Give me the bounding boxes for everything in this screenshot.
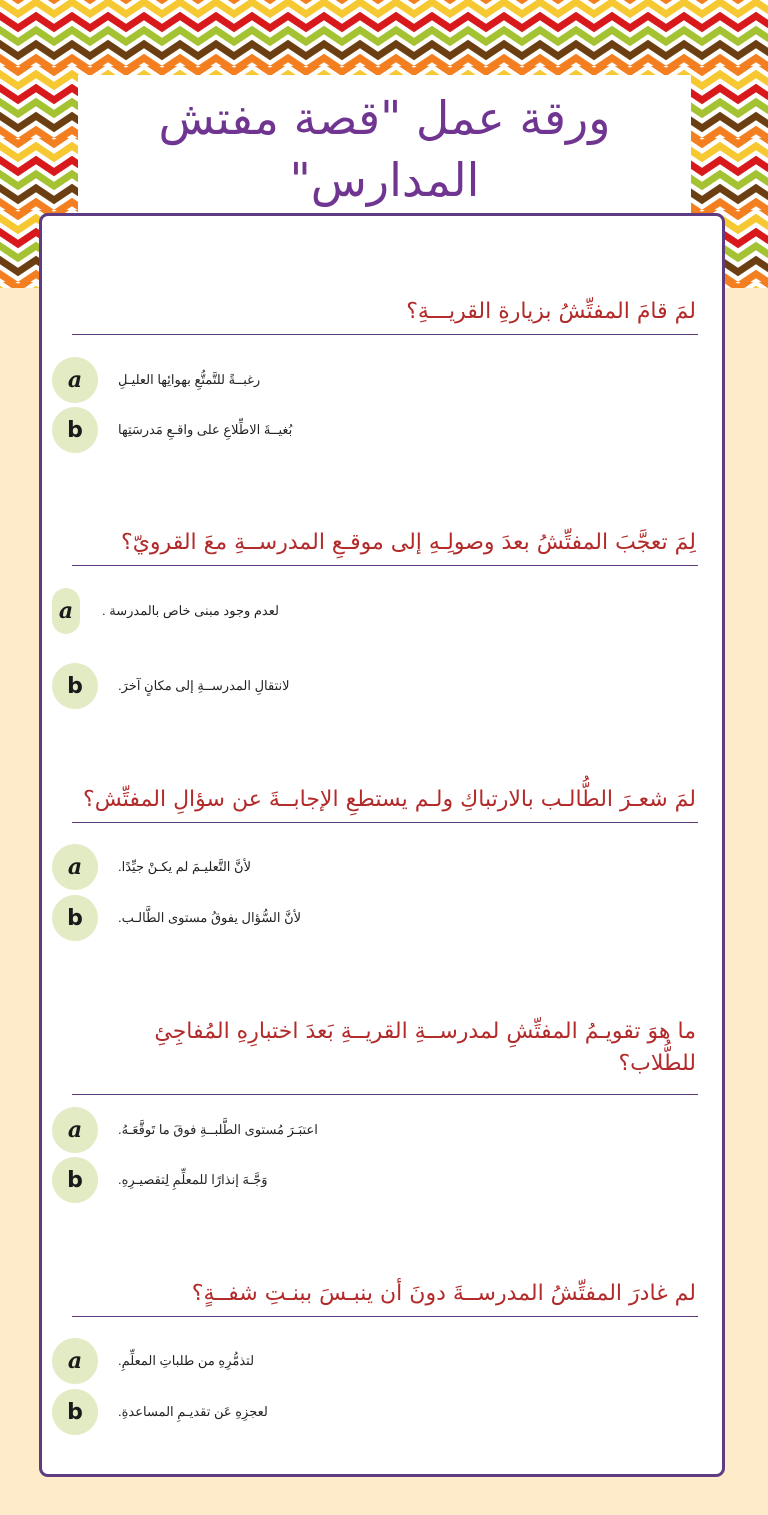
option-5a[interactable] [52,1338,254,1384]
option-text: بُغيــةَ الاطِّلاعِ على واقـعِ مَدرسَتِها [118,422,293,437]
option-1a[interactable] [52,357,260,403]
question-text: لمَ شعـرَ الطُّالـب بالارتباكِ ولـم يستطعِ الإجابــةَ عن سؤالِ المفتِّش؟ [72,784,698,823]
option-1b[interactable] [52,407,292,453]
option-4a[interactable] [52,1107,318,1153]
title-banner [78,75,691,215]
option-text: لأنَّ السُّؤال يفوقُ مستوى الطَّالـب. [118,910,302,925]
question-text: لم غادرَ المفتِّشُ المدرســةَ دونَ أن ينبـسَ ببنـتِ شفــةٍ؟ [72,1278,698,1317]
page-title: ورقة عمل "قصة مفتش المدارس" [158,91,611,207]
option-text: اعتبَـرَ مُستوى الطَّلبــةِ فوقَ ما تَوقَّعَـهُ. [118,1122,318,1137]
option-2a[interactable] [52,588,279,634]
option-3a[interactable] [52,844,251,890]
option-5b[interactable] [52,1389,268,1435]
question-4 [72,1016,698,1095]
question-text: ما هوَ تقويـمُ المفتِّشِ لمدرســةِ القريــةِ بَعدَ اختبارِهِ المُفاجِئِ للطُّلاب؟ [72,1016,698,1095]
option-text: لأنَّ التَّعليـمَ لم يكـنْ جيِّدًا. [118,859,251,874]
option-letter-badge: b [52,663,98,709]
option-letter-badge: b [52,407,98,453]
option-letter-badge: b [52,1389,98,1435]
option-letter-badge: a [52,357,98,403]
question-text: لمَ قامَ المفتِّشُ بزيارةِ القريـــةِ؟ [72,296,698,335]
option-letter-badge: a [52,844,98,890]
question-1 [72,296,698,335]
option-letter-badge: a [52,588,80,634]
option-letter-badge: b [52,1157,98,1203]
option-text: لعدم وجود مبنى خاص بالمدرسة . [102,603,279,618]
option-3b[interactable] [52,895,301,941]
option-text: لعجزِهِ عَن تقديـمِ المساعدةِ. [118,1404,268,1419]
worksheet-card [39,213,725,1477]
option-text: لتذمُّرِهِ من طلباتِ المعلِّمِ. [118,1353,255,1368]
option-letter-badge: b [52,895,98,941]
option-letter-badge: a [52,1338,98,1384]
option-text: لانتقالِ المدرســةِ إلى مكانٍ آخرَ. [118,678,290,693]
question-5 [72,1278,698,1317]
question-3 [72,784,698,823]
option-text: وَجَّـهَ إنذارًا للمعلِّمِ لِتقصيـرِهِ. [118,1172,268,1187]
option-4b[interactable] [52,1157,268,1203]
question-2 [72,527,698,566]
question-text: لِمَ تعجَّبَ المفتِّشُ بعدَ وصولِـهِ إلى موقـعِ المدرســةِ معَ القرويّ؟ [72,527,698,566]
option-2b[interactable] [52,663,290,709]
option-letter-badge: a [52,1107,98,1153]
option-text: رغبــةً للتَّمتُّعِ بهوائِها العليـلِ [118,372,261,387]
